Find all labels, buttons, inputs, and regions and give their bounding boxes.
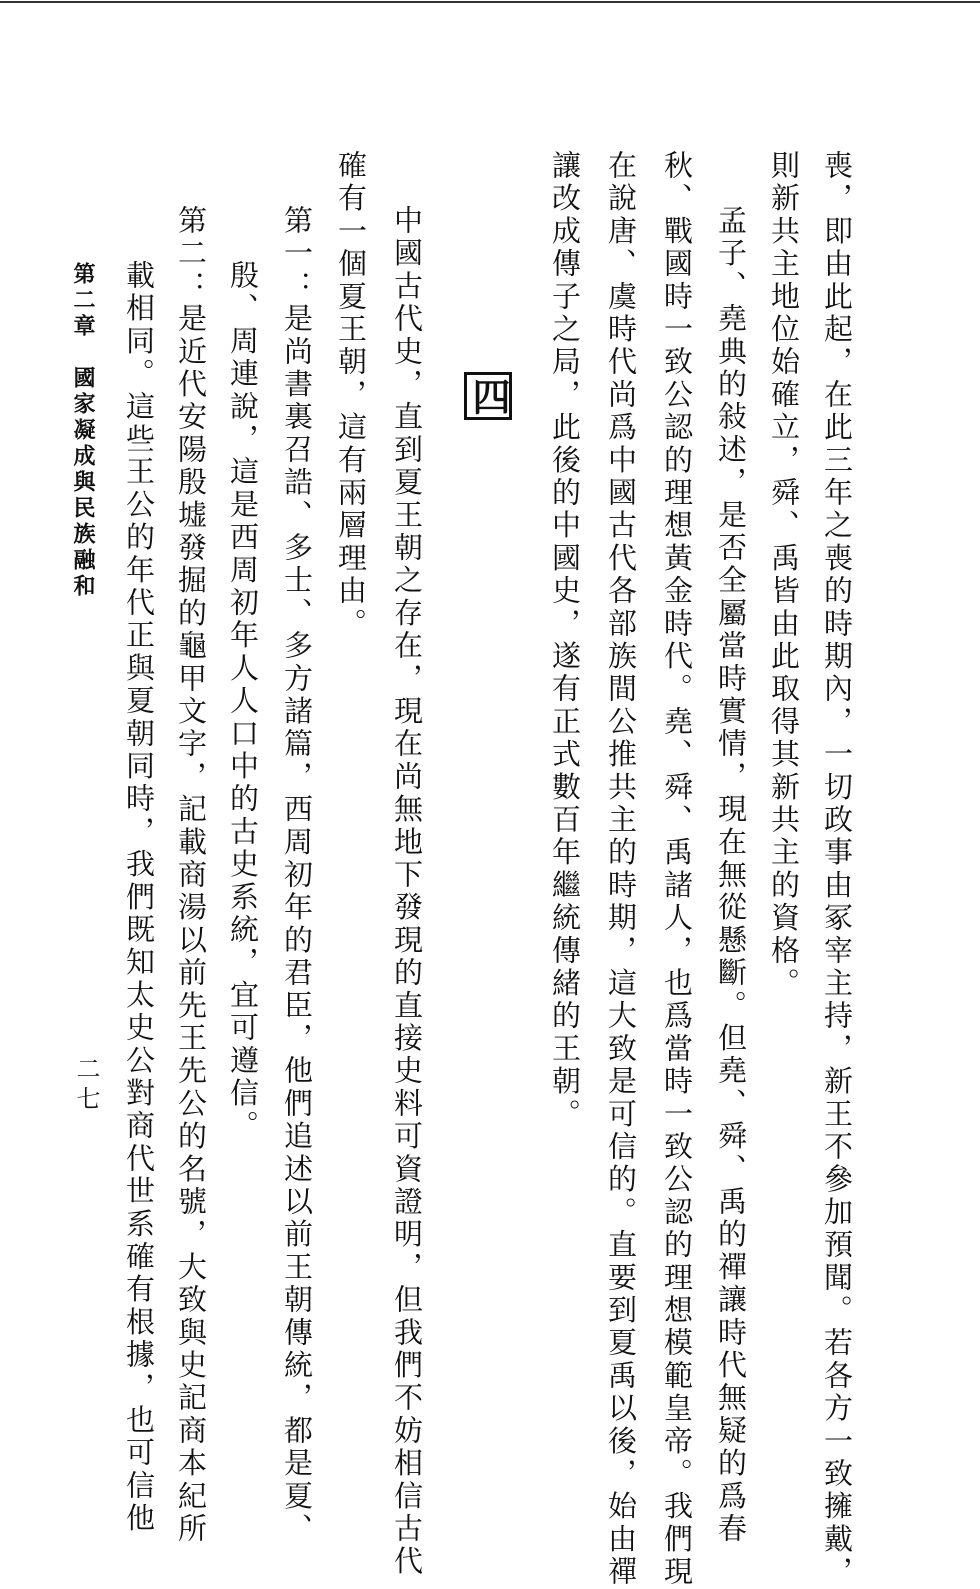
text-column-3: 孟子、堯典的敍述，是否全屬當時實情，現在無從懸斷。但堯、舜、禹的禪讓時代無疑的爲春 bbox=[714, 205, 748, 1546]
text-column-4: 秋、戰國時一致公認的理想黃金時代。堯、舜、禹諸人，也爲當時一致公認的理想模範皇帝。我們現 bbox=[660, 150, 694, 1589]
text-column-6: 讓改成傳子之局，此後的中國史，遂有正式數百年繼統傳緒的王朝。 bbox=[548, 150, 582, 1131]
text-column-1: 喪，即由此起，在此三年之喪的時期內，一切政事由冢宰主持，新王不參加預聞。若各方一致擁戴， bbox=[820, 150, 854, 1589]
page-number: 二七 bbox=[72, 1056, 100, 1116]
text-column-10: 殷、周連說，這是西周初年人人口中的古史系統，宜可遵信。 bbox=[226, 260, 260, 1143]
text-column-5: 在說唐、虞時代尚爲中國古代各部族間公推共主的時期，這大致是可信的。直要到夏禹以後，始由禪 bbox=[604, 150, 638, 1589]
text-column-2: 則新共主地位始確立，舜、禹皆由此取得其新共主的資格。 bbox=[767, 150, 801, 1001]
text-column-11: 第二：是近代安陽殷墟發掘的龜甲文字，記載商湯以前先王先公的名號，大致與史記商本紀所 bbox=[174, 205, 208, 1546]
text-column-12: 載相同。這些王公的年代正與夏朝同時，我們既知太史公對商代世系確有根據，也可信他 bbox=[122, 260, 156, 1536]
running-head: 第二章 國家凝成與民族融和 bbox=[70, 262, 96, 600]
top-border-line bbox=[0, 1, 980, 3]
text-column-8: 確有一個夏王朝，這有兩層理由。 bbox=[334, 150, 368, 641]
text-column-9: 第一：是尚書裏召誥、多士、多方諸篇，西周初年的君臣，他們追述以前王朝傳統，都是夏、 bbox=[280, 205, 314, 1546]
section-heading: 四 bbox=[464, 372, 512, 420]
text-column-7: 中國古代史，直到夏王朝之存在，現在尚無地下發現的直接史料可資證明，但我們不妨相信古代 bbox=[390, 205, 424, 1579]
